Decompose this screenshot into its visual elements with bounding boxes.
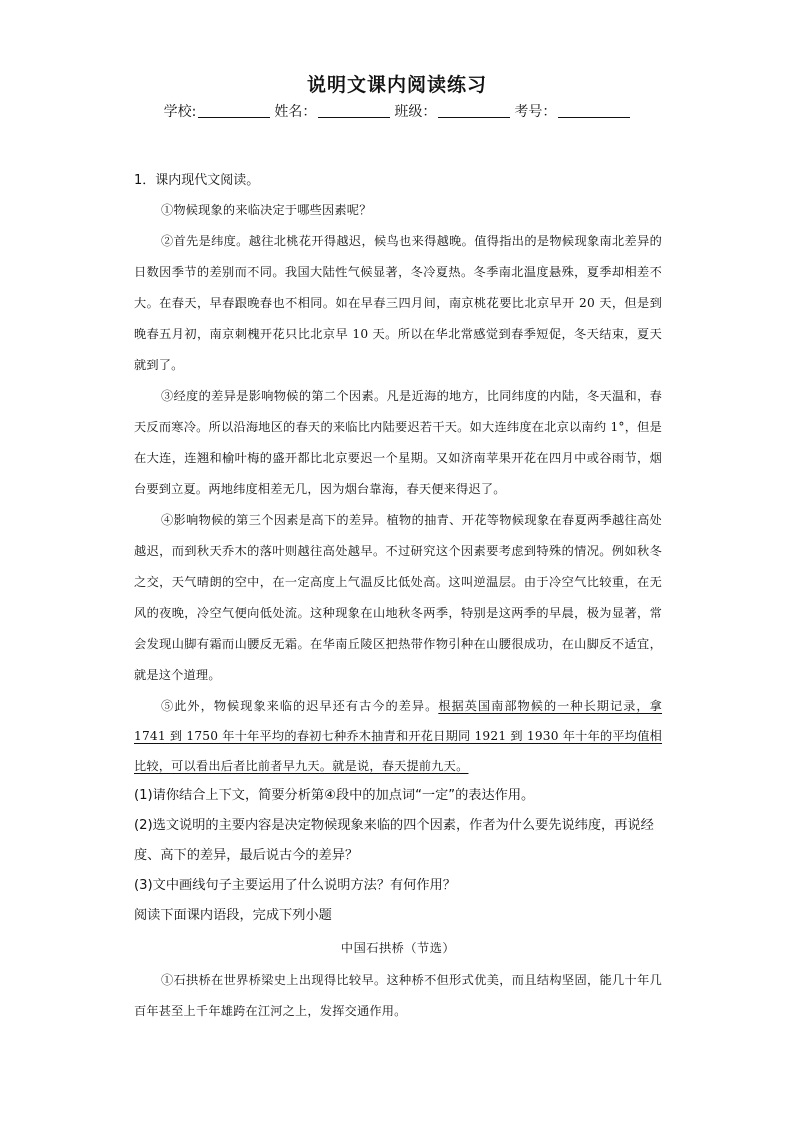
document-body xyxy=(134,170,662,1027)
passage-paragraph-2: ②首先是纬度。越往北桃花开得越迟，候鸟也来得越晚。值得指出的是物候现象南北差异的日数因季节的差别而不同。我国大陆性气候显著，冬冷夏热。冬季南北温度悬殊，夏季却相差不大。在春天，早春跟晚春也不相同。如在早春三四月间，南京桃花要比北京早开 20 天，但是到晚春五月初，南京刺槐开花只比北京早 10 天。所以在华北常感觉到春季短促，冬天结束，夏天就到了。 xyxy=(134,234,662,372)
student-info-line xyxy=(0,101,794,121)
exam-number-label: 考号： xyxy=(514,104,557,120)
passage-paragraph-3: ③经度的差异是影响物候的第二个因素。凡是近海的地方，比同纬度的内陆，冬天温和，春天反而寒冷。所以沿海地区的春天的来临比内陆要迟若干天。如大连纬度在北京以南约 1°，但是在大连，连翘和榆叶梅的盛开都比北京要迟一个星期。又如济南苹果开花在四月中或谷雨节，烟台要到立夏。两地纬度相差无几，因为烟台靠海，春天便来得迟了。 xyxy=(134,389,662,496)
name-label: 姓名： xyxy=(274,104,317,120)
name-blank[interactable] xyxy=(318,103,390,118)
passage-subtitle: 中国石拱桥（节选） xyxy=(340,941,456,955)
passage-paragraph-5 xyxy=(134,691,662,781)
paragraph-5-intro: ⑤此外，物候现象来临的迟早还有古今的差异。 xyxy=(161,699,439,713)
exam-number-blank[interactable] xyxy=(558,103,630,118)
school-blank[interactable] xyxy=(198,103,270,118)
class-blank[interactable] xyxy=(438,103,510,118)
page-title: 说明文课内阅读练习 xyxy=(306,74,487,96)
section-instruction: 阅读下面课内语段，完成下列小题 xyxy=(134,908,332,923)
sub-question-2: (2)选文说明的主要内容是决定物候现象来临的四个因素，作者为什么要先说纬度，再说经度、高下的差异，最后说古今的差异？ xyxy=(134,818,654,863)
underlined-sentence: 根据英国南部物候的一种长期记录，拿 1741 到 1750 年十年平均的春初七种乔木抽青和开花日期同 1921 到 1930 年十年的平均值相比较，可以看出后者比前者早九天。就是说，春天提前九天。 xyxy=(134,699,663,773)
school-label: 学校: xyxy=(163,104,197,120)
passage-paragraph-4: ④影响物候的第三个因素是高下的差异。植物的抽青、开花等物候现象在春夏两季越往高处越迟，而到秋天乔木的落叶则越往高处越早。不过研究这个因素要考虑到特殊的情况。例如秋冬之交，天气晴朗的空中，在一定高度上气温反比低处高。这叫逆温层。由于冷空气比较重，在无风的夜晚，冷空气便向低处流。这种现象在山地秋冬两季，特别是这两季的早晨，极为显著，常会发现山脚有霜而山腰反无霜。在华南丘陵区把热带作物引种在山腰很成功，在山脚反不适宜，就是这个道理。 xyxy=(134,513,662,682)
sub-question-1: (1)请你结合上下文，简要分析第④段中的加点词“一定”的表达作用。 xyxy=(134,788,535,803)
sub-question-3: (3)文中画线句子主要运用了什么说明方法？有何作用？ xyxy=(134,878,456,893)
bridge-paragraph-1: ①石拱桥在世界桥梁史上出现得比较早。这种桥不但形式优美，而且结构坚固，能几十年几百年甚至上千年雄跨在江河之上，发挥交通作用。 xyxy=(134,973,662,1018)
passage-paragraph-1: ①物候现象的来临决定于哪些因素呢？ xyxy=(161,203,372,217)
class-label: 班级： xyxy=(394,104,437,120)
question-heading: 1．课内现代文阅读。 xyxy=(134,173,260,188)
